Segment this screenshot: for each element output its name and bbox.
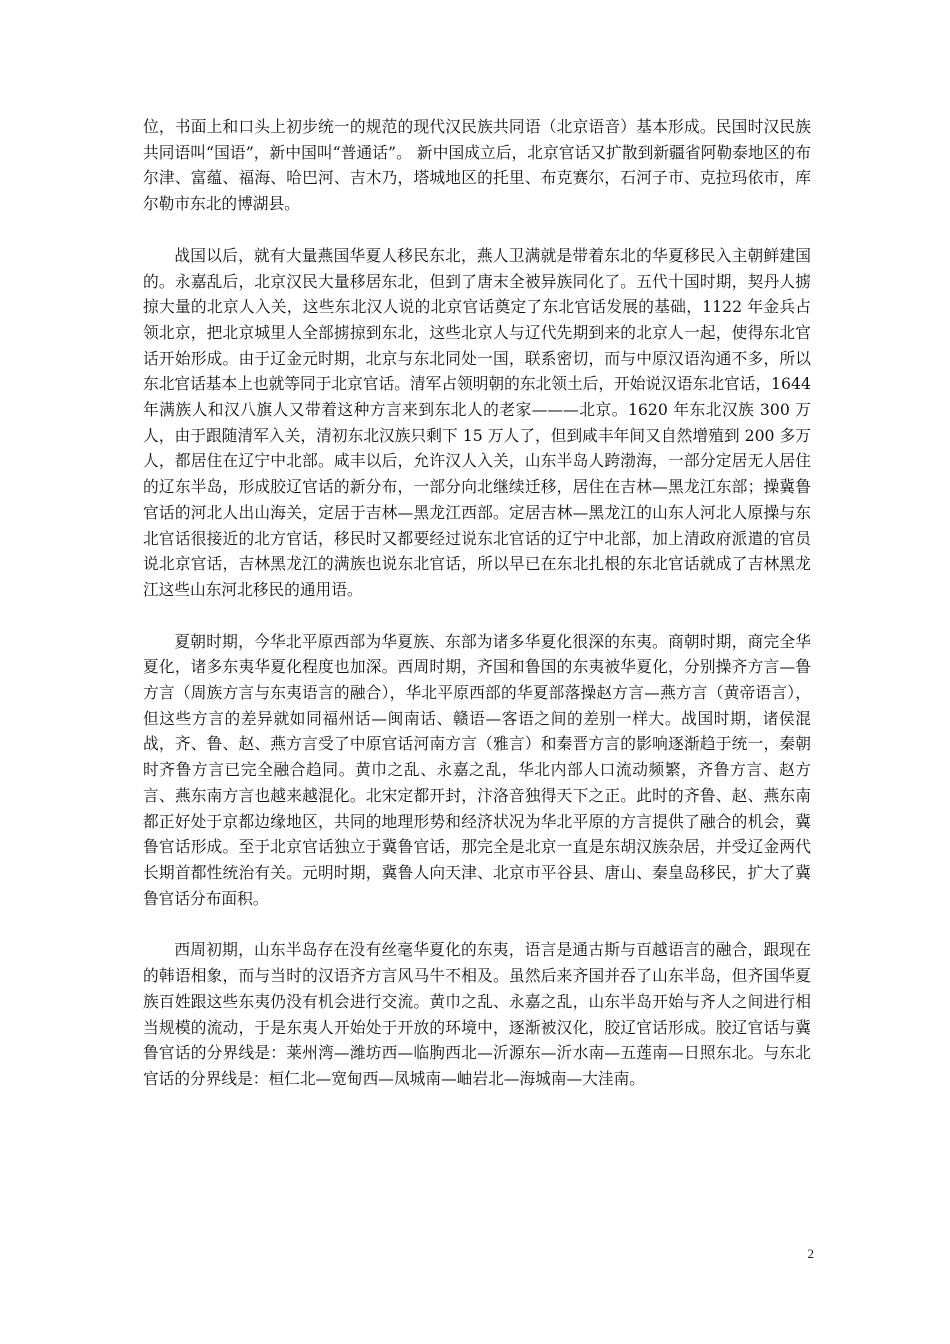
paragraph-jiaoliao-mandarin: 西周初期，山东半岛存在没有丝毫华夏化的东夷，语言是通古斯与百越语言的融合，跟现在的韩语相象，而与当时的汉语齐方言风马牛不相及。虽然后来齐国并吞了山东半岛，但齐国华夏族百姓跟这些东夷仍没有机会进行交流。黄巾之乱、永嘉之乱，山东半岛开始与齐人之间进行相当规模的流动，于是东夷人开始处于开放的环境中，逐渐被汉化，胶辽官话形成。胶辽官话与冀鲁官话的分界线是：莱州湾—潍坊西—临朐西北—沂源东—沂水南—五莲南—日照东北。与东北官话的分界线是：桓仁北—宽甸西—凤城南—岫岩北—海城南—大洼南。 (143, 940, 811, 1088)
document-body (143, 114, 811, 1118)
paragraph-jilu-mandarin: 夏朝时期，今华北平原西部为华夏族、东部为诸多华夏化很深的东夷。商朝时期，商完全华夏化，诸多东夷华夏化程度也加深。西周时期，齐国和鲁国的东夷被华夏化，分别操齐方言—鲁方言（周族方言与东夷语言的融合），华北平原西部的华夏部落操赵方言—燕方言（黄帝语言），但这些方言的差异就如同福州话—闽南话、赣语—客语之间的差别一样大。战国时期，诸侯混战，齐、鲁、赵、燕方言受了中原官话河南方言（雅言）和秦晋方言的影响逐渐趋于统一，秦朝时齐鲁方言已完全融合趋同。黄巾之乱、永嘉之乱，华北内部人口流动频繁，齐鲁方言、赵方言、燕东南方言也越来越混化。北宋定都开封，汴洛音独得天下之正。此时的齐鲁、赵、燕东南都正好处于京都边缘地区，共同的地理形势和经济状况为华北平原的方言提供了融合的机会，冀鲁官话形成。至于北京官话独立于冀鲁官话，那完全是北京一直是东胡汉族杂居，并受辽金两代长期首都性统治有关。元明时期，冀鲁人向天津、北京市平谷县、唐山、秦皇岛移民，扩大了冀鲁官话分布面积。 (143, 631, 811, 908)
page-number: 2 (807, 1246, 814, 1261)
paragraph-northeast-mandarin: 战国以后，就有大量燕国华夏人移民东北，燕人卫满就是带着东北的华夏移民入主朝鲜建国的。永嘉乱后，北京汉民大量移居东北，但到了唐末全被异族同化了。五代十国时期，契丹人掳掠大量的北京人入关，这些东北汉人说的北京官话奠定了东北官话发展的基础，1122 年金兵占领北京，把北京城里人全部掳掠到东北，这些北京人与辽代先期到来的北京人一起，使得东北官话开始形成。由于辽金元时期，北京与东北同处一国，联系密切，而与中原汉语沟通不多，所以东北官话基本上也就等同于北京官话。清军占领明朝的东北领土后，开始说汉语东北官话，1644 年满族人和汉八旗人又带着这种方言来到东北人的老家———北京。1620 年东北汉族 300 万人，由于跟随清军入关，清初东北汉族只剩下 15 万人了，但到咸丰年间又自然增殖到 200 多万人，都居住在辽宁中北部。咸丰以后，允许汉人入关，山东半岛人跨渤海，一部分定居无人居住的辽东半岛，形成胶辽官话的新分布，一部分向北继续迁移，居住在吉林—黑龙江东部；操冀鲁官话的河北人出山海关，定居于吉林—黑龙江西部。定居吉林—黑龙江的山东人河北人原操与东北官话很接近的北方官话，移民时又都要经过说东北官话的辽宁中北部，加上清政府派遣的官员说北京官话，吉林黑龙江的满族也说东北官话，所以早已在东北扎根的东北官话就成了吉林黑龙江这些山东河北移民的通用语。 (143, 245, 811, 599)
paragraph-continuation: 位，书面上和口头上初步统一的规范的现代汉民族共同语（北京语音）基本形成。民国时汉民族共同语叫“国语”，新中国叫“普通话”。 新中国成立后，北京官话又扩散到新疆省阿勒泰地区的布尔津、富蕴、福海、哈巴河、吉木乃，塔城地区的托里、布克赛尔，石河子市、克拉玛依市，库尔勒市东北的博湖县。 (143, 117, 811, 214)
